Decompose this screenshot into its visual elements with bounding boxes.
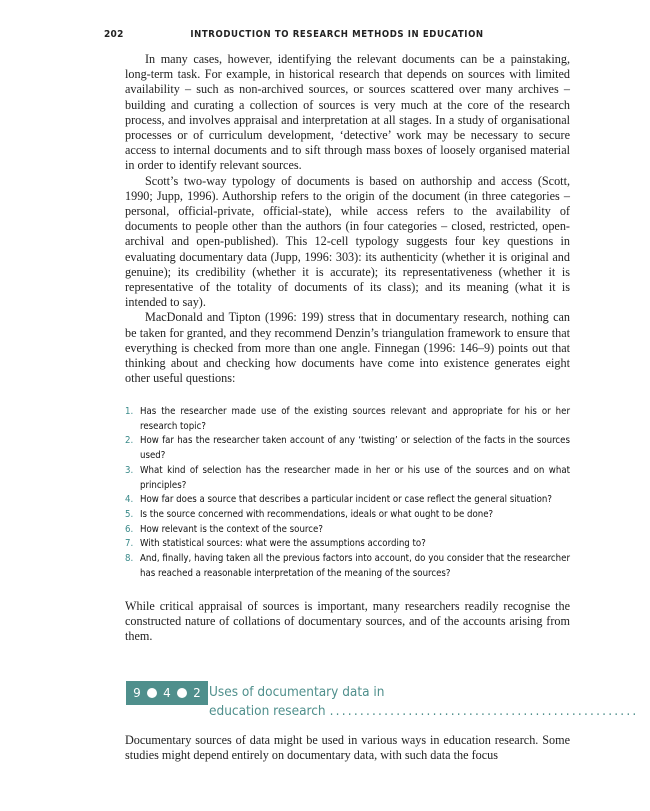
section-title-line2: education research — [209, 703, 326, 719]
list-number: 8. — [125, 553, 134, 565]
list-number: 1. — [125, 406, 134, 417]
paragraph: MacDonald and Tipton (1996: 199) stress that in documentary research, nothing can be taken for granted, and they recommend Denzin’s triangulation framework to ensure that everything is checked from more than one angle. Finnegan (1996: 146–9) points out that thinking about and checking how documents have come into existence generates eight other useful questions: — [125, 310, 570, 386]
body-paragraphs — [125, 52, 570, 386]
dot-leader: ................................................... — [329, 703, 639, 719]
section-number-part: 2 — [186, 681, 208, 705]
section-heading — [126, 681, 639, 723]
list-item — [125, 464, 570, 493]
list-item — [125, 523, 570, 538]
questions-list — [125, 405, 570, 581]
final-paragraph: Documentary sources of data might be used in various ways in education research. Some studies might depend entirely on documentary data, with such data the focus — [125, 733, 570, 763]
list-item-text: What kind of selection has the researcher made in her or his use of the sources and on what principles? — [140, 464, 570, 491]
running-title: INTRODUCTION TO RESEARCH METHODS IN EDUCATION — [190, 29, 484, 40]
final-paragraph-block — [125, 733, 570, 763]
list-item — [125, 434, 570, 463]
section-number-badge — [126, 681, 208, 705]
list-number: 3. — [125, 464, 134, 476]
section-title — [209, 683, 639, 721]
list-item-text: How far has the researcher taken account of any ‘twisting’ or selection of the facts in the sources used? — [140, 435, 570, 462]
section-number-part: 4 — [156, 681, 178, 705]
list-item-text: Is the source concerned with recommendations, ideals or what ought to be done? — [140, 508, 494, 520]
bullet-separator-icon — [178, 681, 186, 705]
section-title-line1: Uses of documentary data in — [209, 684, 385, 700]
page-number: 202 — [104, 29, 124, 40]
closing-paragraph-block — [125, 599, 570, 645]
list-item — [125, 508, 570, 523]
list-number: 2. — [125, 435, 134, 447]
list-number: 6. — [125, 523, 134, 535]
section-title-line2-row — [209, 702, 639, 721]
running-head — [104, 29, 570, 43]
list-item — [125, 493, 570, 508]
list-item — [125, 537, 570, 552]
list-item — [125, 552, 570, 581]
list-number: 7. — [125, 538, 134, 550]
bullet-separator-icon — [148, 681, 156, 705]
list-number: 5. — [125, 508, 134, 520]
paragraph: In many cases, however, identifying the relevant documents can be a painstaking, long-term task. For example, in historical research that depends on sources with limited availability – such as non-archived sources, or sources scattered over many archives – building and curating a collection of sources is very much at the core of the research process, and involves appraisal and interpretation at all stages. In a study of organisational processes or of curriculum development, ‘detective’ work may be necessary to secure access to internal documents and to sift through mass boxes of loosely organised material in order to identify relevant sources. — [125, 52, 570, 173]
list-item-text: With statistical sources: what were the assumptions according to? — [140, 538, 426, 550]
list-item-text: And, finally, having taken all the previous factors into account, do you consider that the researcher has reached a reasonable interpretation of the meaning of the sources? — [140, 553, 570, 579]
list-number: 4. — [125, 494, 134, 506]
list-item-text: How far does a source that describes a particular incident or case reflect the general situation? — [140, 494, 552, 506]
list-item — [125, 405, 570, 434]
list-item-text: Has the researcher made use of the existing sources relevant and appropriate for his or her research topic? — [140, 406, 570, 432]
closing-paragraph: While critical appraisal of sources is important, many researchers readily recognise the constructed nature of collations of documentary sources, and of the accounts arising from them. — [125, 599, 570, 644]
section-number-part: 9 — [126, 681, 148, 705]
list-item-text: How relevant is the context of the source? — [140, 523, 323, 535]
paragraph: Scott’s two-way typology of documents is based on authorship and access (Scott, 1990; Jupp, 1996). Authorship refers to the origin of the document (in three categories – personal, official-private, official-state), while access refers to the availability of documents to people other than the authors (in four categories – closed, restricted, open-archival and open-published). This 12-cell typology suggests four key questions in evaluating documentary data (Jupp, 1996: 303): its authenticity (whether it is original and genuine); its credibility (whether it is accurate); its representativeness (whether it is representative of the totality of documents of its class); and its meaning (what it is intended to say). — [125, 173, 570, 310]
